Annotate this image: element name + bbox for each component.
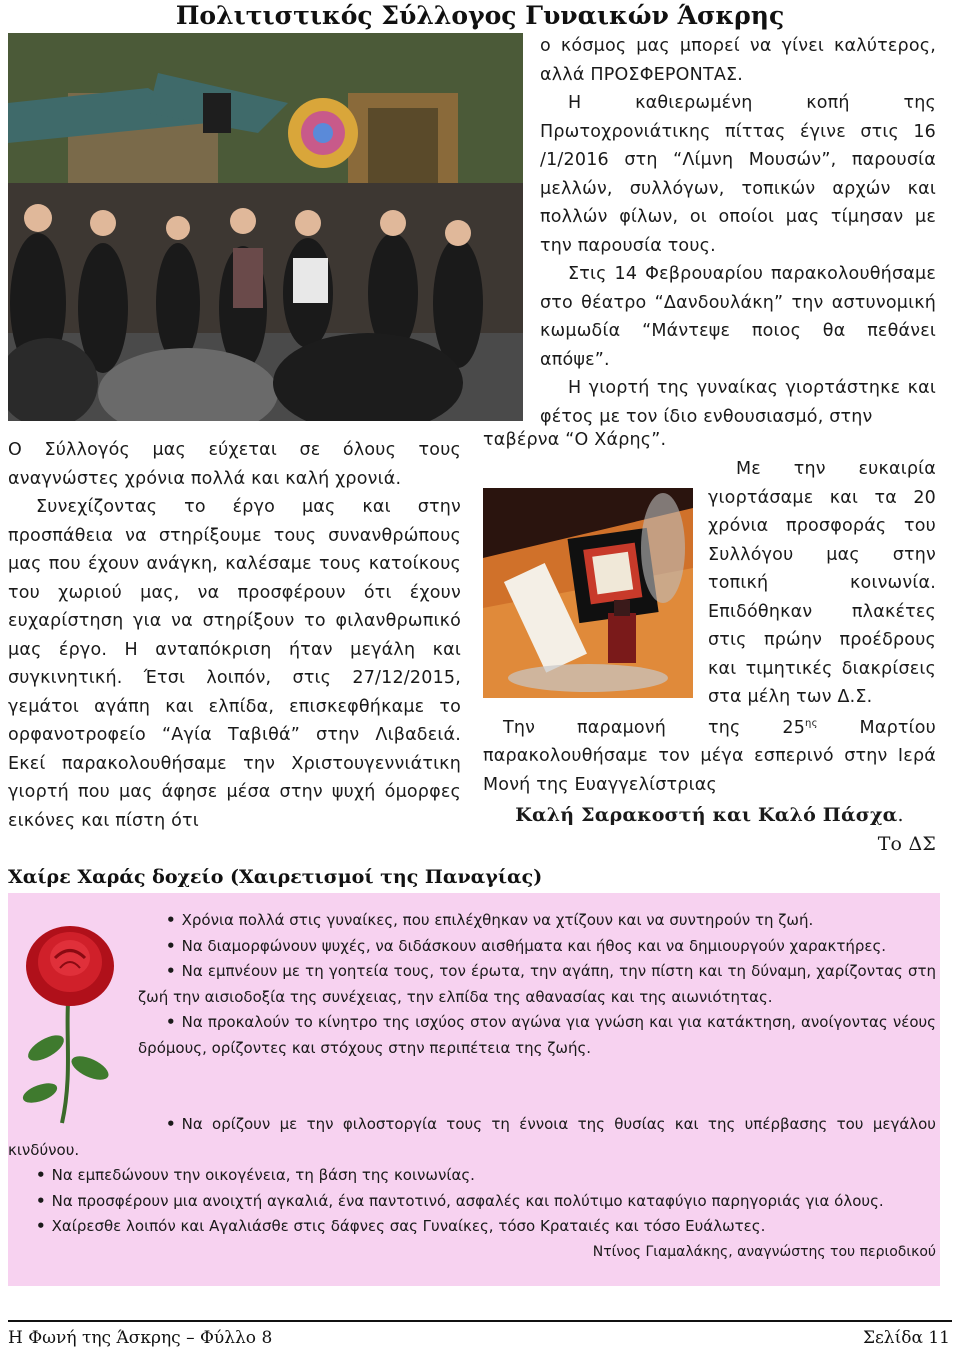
greeting-dot: . xyxy=(897,804,904,827)
poem-item-text: Να εμπεδώνουν την οικογένεια, τη βάση της κοινωνίας. xyxy=(51,1166,475,1184)
closing-text xyxy=(483,710,936,858)
paragraph: Η καθιερωμένη κοπή της Πρωτοχρονιάτικης πίττας έγινε στις 16 /1/2016 στη “Λίμνη Μουσών”, παρουσία μελλών, συλλόγων, τοπικών αρχών και πολλών φίλων, οι οποίοι μας τίμησαν με την παρουσία τους. xyxy=(540,93,936,256)
left-column-text xyxy=(8,436,461,835)
text: Μαρτίου παρακολουθήσαμε τον μέγα εσπερινό στην Ιερά Μονή της Ευαγγελίστριας xyxy=(483,717,936,795)
poem-author: Ντίνος Γιαμαλάκης, αναγνώστης του περιοδικού xyxy=(592,1243,936,1260)
footer-publication: Η Φωνή της Άσκρης – Φύλλο 8 xyxy=(8,1328,273,1348)
paragraph: Με την ευκαιρία γιορτάσαμε και τα 20 χρόνια προσφοράς του Συλλόγου μας στην τοπική κοινωνία. Επιδόθηκαν πλακέτες στις πρώην προέδρους και τιμητικές διακρίσεις στα μέλη των Δ.Σ. xyxy=(708,459,936,707)
poem-item xyxy=(138,1010,936,1061)
poem-item-text: Να εμπνέουν με τη γοητεία τους, τον έρωτα, την αγάπη, την πίστη και τη δύναμη, χαρίζοντας στη ζωή την αισιοδοξία της συνέχειας, την ελπίδα της αθανασίας και της αιωνιότητας. xyxy=(138,962,936,1006)
footer-divider xyxy=(8,1320,952,1322)
poem-items-upper xyxy=(138,908,936,1061)
poem-item-text: Χαίρεσθε λοιπόν και Αγαλιάσθε στις δάφνες σας Γυναίκες, τόσο Κραταιές και τόσο Ευάλωτες. xyxy=(51,1217,766,1235)
plaque-photo-frame xyxy=(483,488,693,698)
dance-photo-illustration xyxy=(8,33,523,421)
paragraph: Στις 14 Φεβρουαρίου παρακολουθήσαμε στο θέατρο “Δανδουλάκη” την αστυνομική κωμωδία “Μάντεψε ποιος θα πεθάνει απόψε”. xyxy=(540,264,936,370)
footer-page-number: Σελίδα 11 xyxy=(862,1328,950,1348)
rose-illustration xyxy=(10,918,128,1128)
paragraph: Συνεχίζοντας το έργο μας και στην προσπάθεια να στηρίξουμε τους συνανθρώπους μας που έχουν ανάγκη, καλέσαμε τους κατοίκους του χωριού μας, να προσφέρουν ότι έχουν ευχαρίστηση για να στηρίξουν το φιλανθρωπικό μας έργο. Η ανταπόκριση ήταν μεγάλη και συγκινητική. Έτσι λοιπόν, στις 27/12/2015, γεμάτοι αγάπη και ελπίδα, επισκεφθήκαμε το ορφανοτροφείο “Αγία Ταβιθά” στην Λιβαδειά. Εκεί παρακολουθήσαμε την Χριστουγεννιάτικη γιορτή που μας άφησε μέσα στην ψυχή όμορφες εικόνες και πίστη ότι xyxy=(8,497,461,831)
poem-item xyxy=(8,1214,936,1240)
poem-item xyxy=(8,1189,936,1215)
signature: Το ΔΣ xyxy=(877,832,936,855)
poem-item-text: Χρόνια πολλά στις γυναίκες, που επιλέχθηκαν να χτίζουν και να συντηρούν τη ζωή. xyxy=(181,911,814,929)
poem-item xyxy=(8,1163,936,1189)
paragraph-continuation: ταβέρνα “Ο Χάρης”. xyxy=(483,430,667,450)
poem-title: Χαίρε Χαράς δοχείο (Χαιρετισμοί της Παναγίας) xyxy=(8,866,543,888)
dance-photo xyxy=(8,33,523,421)
poem-item xyxy=(138,959,936,1010)
poem-item-text: Να διαμορφώνουν ψυχές, να διδάσκουν αισθήματα και ήθος και να δημιουργούν χαρακτήρες. xyxy=(181,936,887,955)
paragraph: Ο Σύλλογός μας εύχεται σε όλους τους αναγνώστες χρόνια πολλά και καλή χρονιά. xyxy=(8,440,461,489)
poem-item xyxy=(8,1112,936,1163)
poem-item-text: Να προκαλούν το κίνητρο της ισχύος στον αγώνα για γνώση και για κατάκτηση, ανοίγοντας νέους δρόμους, ορίζοντες και στόχους στην περιπέτεια της ζωής. xyxy=(138,1013,936,1057)
poem-item xyxy=(138,934,936,960)
superscript: ης xyxy=(805,718,818,729)
greeting-text: Καλή Σαρακοστή και Καλό Πάσχα xyxy=(515,804,898,827)
plaque-photo-illustration xyxy=(483,488,693,698)
paragraph: ο κόσμος μας μπορεί να γίνει καλύτερος, αλλά ΠΡΟΣΦΕΡΟΝΤΑΣ. xyxy=(540,36,936,85)
paragraph: Η γιορτή της γυναίκας γιορτάστηκε και φέτος με τον ίδιο ενθουσιασμό, στην xyxy=(540,378,936,427)
poem-item-text: Να ορίζουν με την φιλοστοργία τους τη έννοια της θυσίας και της υπέρβασης του μεγάλου κινδύνου. xyxy=(8,1115,936,1159)
right-column-text xyxy=(540,32,936,431)
paragraph xyxy=(483,710,936,799)
text: Την παραμονή της 25 xyxy=(503,717,806,738)
rose-image xyxy=(10,918,128,1128)
poem-items-lower xyxy=(8,1112,936,1265)
greeting xyxy=(483,801,936,830)
poem-item-text: Να προσφέρουν μια ανοιχτή αγκαλιά, ένα παντοτινό, ασφαλές και πολύτιμο καταφύγιο παρηγοριάς για όλους. xyxy=(51,1191,884,1210)
poem-item xyxy=(138,908,936,934)
page-title: Πολιτιστικός Σύλλογος Γυναικών Άσκρης xyxy=(175,1,785,30)
